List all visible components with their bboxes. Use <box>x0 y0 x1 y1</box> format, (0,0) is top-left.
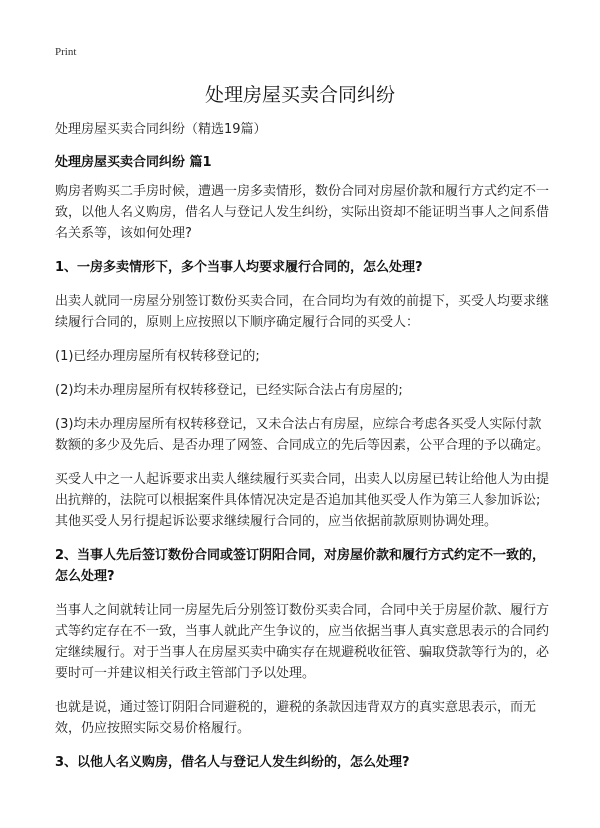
question-1-heading: 1、一房多卖情形下，多个当事人均要求履行合同的，怎么处理? <box>55 260 423 275</box>
page-title: 处理房屋买卖合同纠纷 <box>204 84 395 106</box>
question-2-paragraph-2: 也就是说，通过签订阴阳合同避税的，避税的条款因违背双方的真实意思表示，而无效，仍应按照实际交易价格履行。 <box>55 700 537 736</box>
question-3-heading: 3、以他人名义购房，借名人与登记人发生纠纷的，怎么处理? <box>55 755 410 770</box>
question-2-paragraph: 当事人之间就转让同一房屋先后分别签订数份买卖合同，合同中关于房屋价款、履行方式等约定存在不一致，当事人就此产生争议的，应当依据当事人真实意思表示的合同约定继续履行。对于当事人在房屋买卖中确实存在规避税收征管、骗取贷款等行为的，必要时可一并建议相关行政主管部门予以处理。 <box>55 603 550 681</box>
document-body <box>55 121 550 786</box>
document-subtitle: 处理房屋买卖合同纠纷（精选19篇） <box>55 122 267 137</box>
list-item: (2)均未办理房屋所有权转移登记，已经实际合法占有房屋的; <box>55 383 403 398</box>
print-link[interactable]: Print <box>55 46 77 58</box>
question-1-paragraph: 出卖人就同一房屋分别签订数份买卖合同，在合同均为有效的前提下，买受人均要求继续履行合同的，原则上应按照以下顺序确定履行合同的买受人： <box>55 294 550 330</box>
intro-paragraph: 购房者购买二手房时候，遭遇一房多卖情形，数份合同对房屋价款和履行方式约定不一致，以他人名义购房，借名人与登记人发生纠纷，实际出资却不能证明当事人之间系借名关系等，该如何处理? <box>55 184 550 241</box>
question-1-paragraph-2: 买受人中之一人起诉要求出卖人继续履行买卖合同，出卖人以房屋已转让给他人为由提出抗辩的，法院可以根据案件具体情况决定是否追加其他买受人作为第三人参加诉讼;其他买受人另行提起诉讼要求继续履行合同的，应当依据前款原则协调处理。 <box>55 472 550 529</box>
chapter-heading: 处理房屋买卖合同纠纷 篇1 <box>55 155 212 170</box>
list-item: (1)已经办理房屋所有权转移登记的; <box>55 349 260 364</box>
question-2-heading: 2、当事人先后签订数份合同或签订阴阳合同，对房屋价款和履行方式约定不一致的，怎么处理? <box>55 548 546 584</box>
list-item: (3)均未办理房屋所有权转移登记，又未合法占有房屋，应综合考虑各买受人实际付款数额的多少及先后、是否办理了网签、合同成立的先后等因素，公平合理的予以确定。 <box>55 417 550 453</box>
